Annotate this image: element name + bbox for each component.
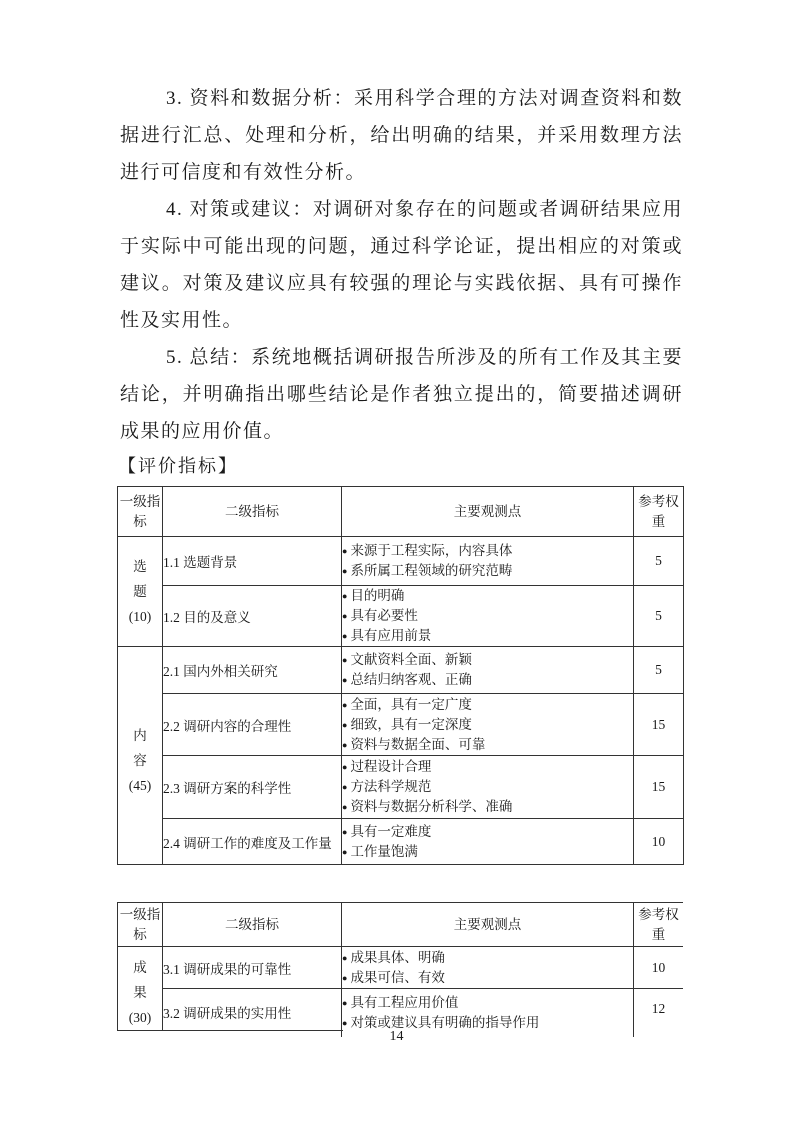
observation-point: ● 具有必要性 [342,606,633,626]
observation-point: ● 工作量饱满 [342,842,633,862]
group-label-cell [118,537,163,647]
table-row [118,947,684,989]
weight-cell: 10 [634,947,684,989]
paragraph-4: 4. 对策或建议：对调研对象存在的问题或者调研结果应用于实际中可能出现的问题，通过科学论证，提出相应的对策或建议。对策及建议应具有较强的理论与实践依据、具有可操作性及实用性。 [120,199,683,331]
section-heading: 【评价指标】 [118,456,238,476]
table-row [118,756,684,819]
observation-points-cell [342,647,634,694]
table-header-row [118,487,684,537]
group-label-char: (30) [128,1010,152,1025]
observation-point: ● 具有工程应用价值 [342,993,633,1013]
observation-points-cell [342,694,634,756]
observation-point: ● 成果可信、有效 [342,968,633,988]
observation-point: ● 过程设计合理 [342,757,633,777]
table-row [118,537,684,586]
indicator-cell: 3.1 调研成果的可靠性 [163,947,342,989]
evaluation-table-1 [117,486,684,865]
observation-point: ● 细致，具有一定深度 [342,715,633,735]
group-label-char: (45) [128,778,152,793]
group-label-char: (10) [128,609,152,624]
observation-points-cell [342,756,634,819]
header-weight: 参考权重 [634,903,684,947]
weight-cell: 15 [634,694,684,756]
weight-cell: 5 [634,586,684,647]
observation-point: ● 总结归纳客观、正确 [342,670,633,690]
header-observation: 主要观测点 [342,903,634,947]
evaluation-table-1-wrap [117,486,683,865]
group-label-char: 果 [133,985,147,1000]
table-row [118,694,684,756]
weight-cell: 5 [634,537,684,586]
table-row [118,819,684,865]
header-level1: 一级指标 [118,903,163,947]
indicator-cell: 2.1 国内外相关研究 [163,647,342,694]
group-label-char: 题 [133,584,147,599]
observation-point: ● 文献资料全面、新颖 [342,650,633,670]
table-header-row [118,903,684,947]
observation-point: ● 来源于工程实际，内容具体 [342,541,633,561]
evaluation-table-2-wrap [117,902,683,1037]
weight-cell: 5 [634,647,684,694]
observation-points-cell [342,537,634,586]
indicator-cell: 2.3 调研方案的科学性 [163,756,342,819]
paragraph-5: 5. 总结：系统地概括调研报告所涉及的所有工作及其主要结论，并明确指出哪些结论是作者独立提出的，简要描述调研成果的应用价值。 [120,347,683,442]
observation-point: ● 目的明确 [342,586,633,606]
observation-points-cell [342,586,634,647]
observation-point: ● 全面，具有一定广度 [342,695,633,715]
observation-point: ● 资料与数据分析科学、准确 [342,797,633,817]
weight-cell: 12 [634,989,684,1038]
page-content [120,80,683,1037]
weight-cell: 15 [634,756,684,819]
indicator-cell: 3.2 调研成果的实用性 [163,989,342,1038]
group-label-char: 成 [133,960,147,975]
table-row [118,586,684,647]
observation-point: ● 系所属工程领域的研究范畴 [342,561,633,581]
indicator-cell: 2.4 调研工作的难度及工作量 [163,819,342,865]
evaluation-table-2 [117,902,683,1037]
observation-points-cell [342,819,634,865]
header-level1: 一级指标 [118,487,163,537]
observation-point: ● 成果具体、明确 [342,948,633,968]
group-label-char: 选 [133,559,147,574]
observation-point: ● 对策或建议具有明确的指导作用 [342,1013,633,1033]
observation-point: ● 方法科学规范 [342,777,633,797]
weight-cell: 10 [634,819,684,865]
group-label-char: 内 [133,728,147,743]
table-row [118,647,684,694]
indicator-cell: 1.1 选题背景 [163,537,342,586]
header-level2: 二级指标 [163,903,342,947]
group-label-cell [118,647,163,865]
indicator-cell: 1.2 目的及意义 [163,586,342,647]
paragraph-3: 3. 资料和数据分析：采用科学合理的方法对调查资料和数据进行汇总、处理和分析，给出明确的结果，并采用数理方法进行可信度和有效性分析。 [120,88,683,183]
observation-point: ● 具有一定难度 [342,822,633,842]
observation-point: ● 具有应用前景 [342,626,633,646]
observation-point: ● 资料与数据全面、可靠 [342,735,633,755]
header-weight: 参考权重 [634,487,684,537]
group-label-cell [118,947,163,1038]
indicator-cell: 2.2 调研内容的合理性 [163,694,342,756]
group-label-char: 容 [133,753,147,768]
header-level2: 二级指标 [163,487,342,537]
page-number: 14 [389,1029,404,1044]
header-observation: 主要观测点 [342,487,634,537]
observation-points-cell [342,947,634,989]
